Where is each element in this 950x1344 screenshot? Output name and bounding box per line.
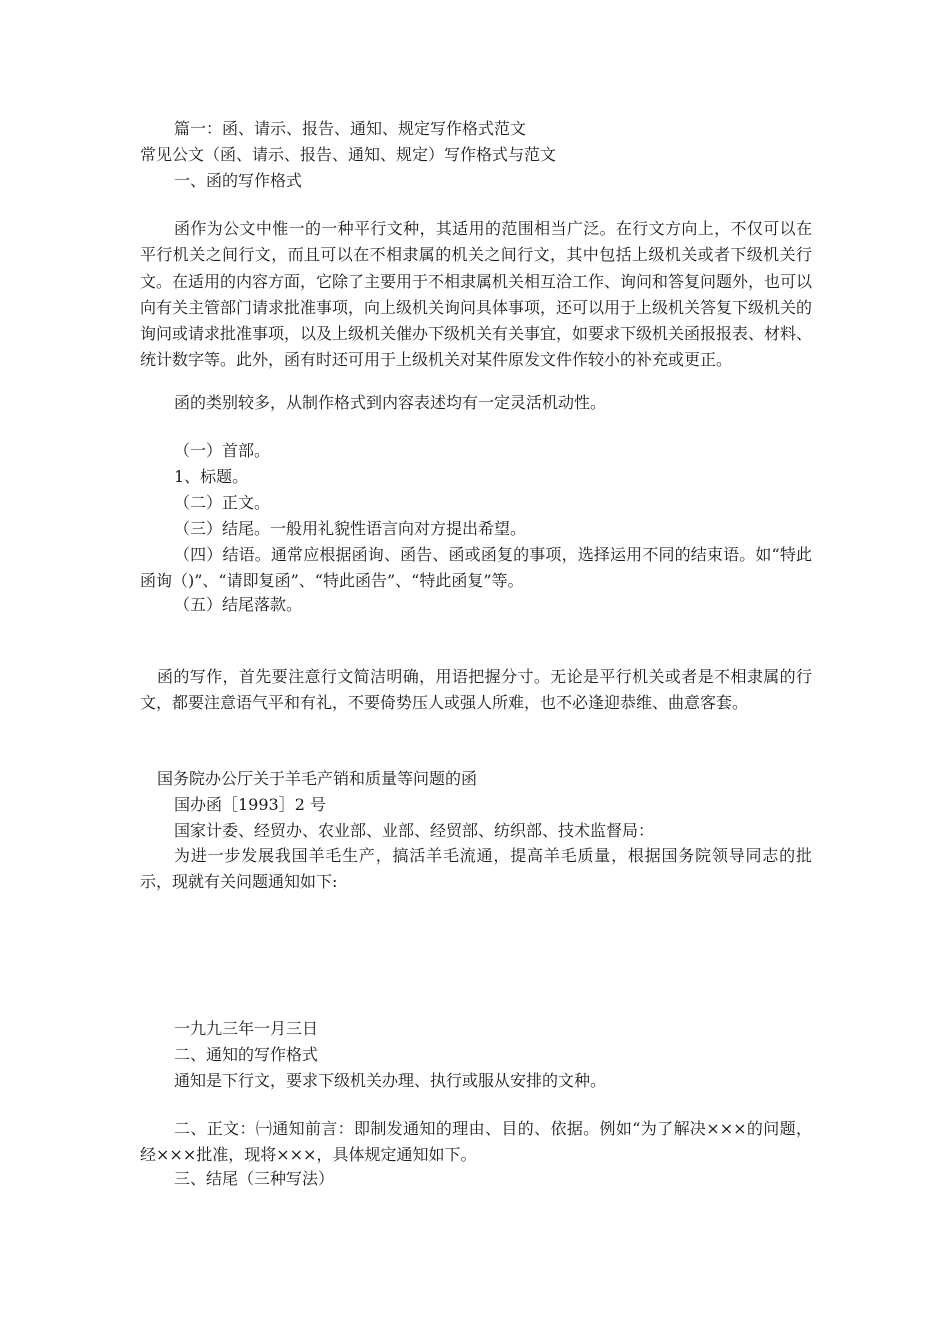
list-item-signature: （五）结尾落款。: [174, 595, 303, 614]
document-subtitle: 常见公文（函、请示、报告、通知、规定）写作格式与范文: [140, 145, 557, 164]
example-letter-date: 一九九三年一月三日: [174, 1019, 319, 1038]
list-item-title: 1、标题。: [174, 467, 249, 486]
document-title: 篇一：函、请示、报告、通知、规定写作格式范文: [174, 119, 527, 138]
notice-ending-heading: 三、结尾（三种写法）: [174, 1169, 335, 1188]
intro-paragraph: 函作为公文中惟一的一种平行文种，其适用的范围相当广泛。在行文方向上，不仅可以在平行机关之间行文，而且可以在不相隶属的机关之间行文，其中包括上级机关或者下级机关行文。在适用的内容方面，它除了主要用于不相隶属机关相互洽工作、询问和答复问题外，也可以向有关主管部门请求批准事项，向上级机关询问具体事项，还可以用于上级机关答复下级机关的询问或请求批准事项，以及上级机关催办下级机关有关事宜，如要求下级机关函报报表、材料、统计数字等。此外，函有时还可用于上级机关对某件原发文件作较小的补充或更正。: [140, 219, 813, 370]
letter-types-paragraph: 函的类别较多，从制作格式到内容表述均有一定灵活机动性。: [174, 393, 607, 412]
example-letter-body: 为进一步发展我国羊毛生产，搞活羊毛流通，提高羊毛质量，根据国务院领导同志的批示，现就有关问题通知如下:: [140, 846, 812, 892]
writing-tips-paragraph: 函的写作，首先要注意行文简洁明确，用语把握分寸。无论是平行机关或者是不相隶属的行文，都要注意语气平和有礼，不要倚势压人或强人所难，也不必逢迎恭维、曲意客套。: [140, 667, 812, 713]
list-item-ending: （三）结尾。一般用礼貌性语言向对方提出希望。: [174, 519, 527, 538]
section-heading-notice-format: 二、通知的写作格式: [174, 1045, 319, 1064]
notice-definition: 通知是下行文，要求下级机关办理、执行或服从安排的文种。: [174, 1071, 607, 1090]
notice-body-paragraph: 二、正文：㈠通知前言：即制发通知的理由、目的、依据。例如“为了解决×××的问题，经×××批准，现将×××，具体规定通知如下。: [140, 1119, 812, 1165]
list-item-closing-phrase: （四）结语。通常应根据函询、函告、函或函复的事项，选择运用不同的结束语。如“特此函询（)”、“请即复函”、“特此函告”、“特此函复”等。: [140, 545, 812, 591]
section-heading-letter-format: 一、函的写作格式: [174, 171, 303, 190]
example-letter-recipients: 国家计委、经贸办、农业部、业部、经贸部、纺织部、技术监督局：: [174, 821, 655, 840]
list-item-body: （二）正文。: [174, 493, 271, 512]
list-item-header: （一）首部。: [174, 441, 271, 460]
example-letter-number: 国办函［1993］2 号: [174, 795, 326, 814]
example-letter-title: 国务院办公厅关于羊毛产销和质量等问题的函: [157, 769, 478, 788]
